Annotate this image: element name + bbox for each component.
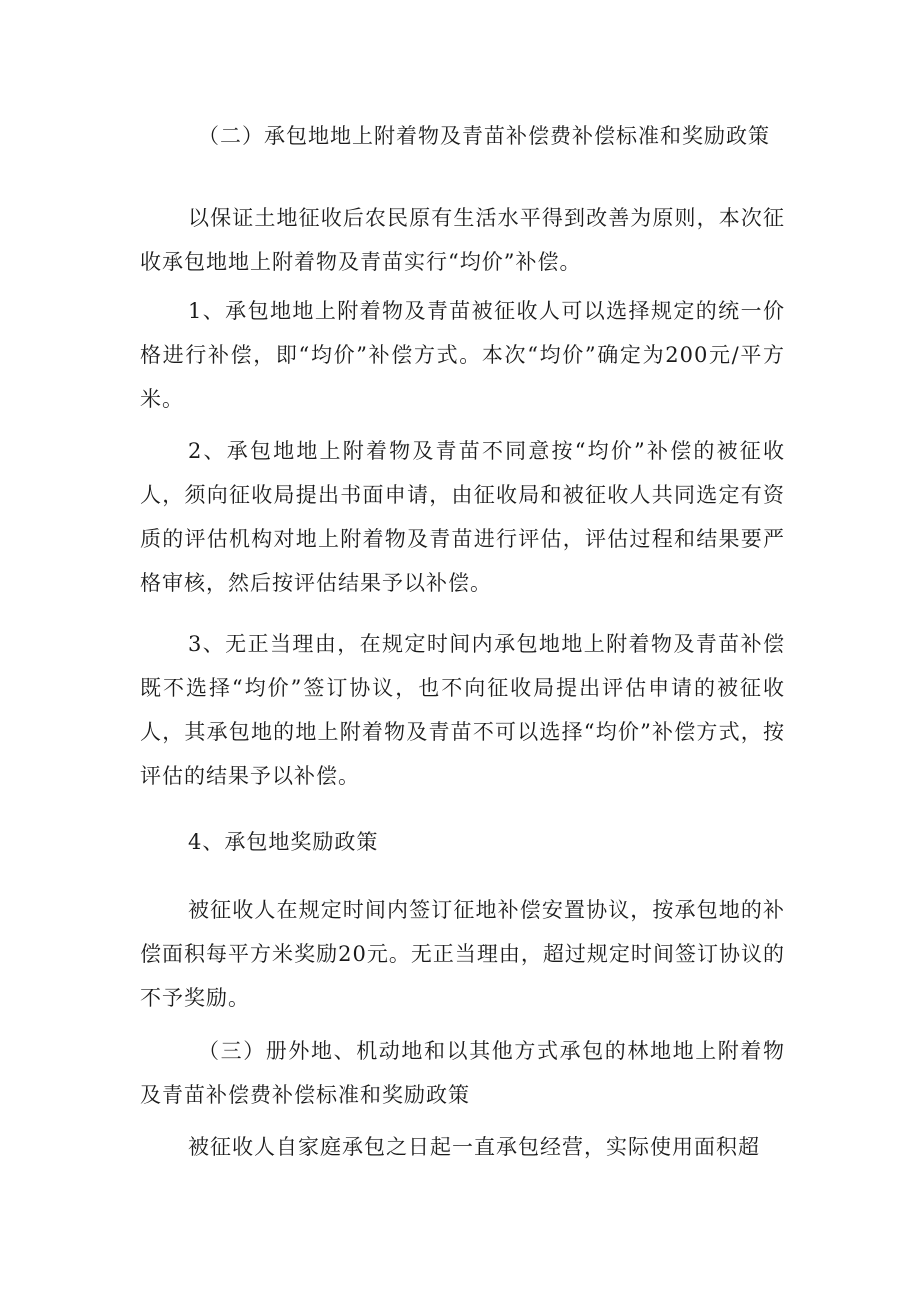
paragraph-item-4-title: 4、承包地奖励政策 [188, 830, 379, 854]
paragraph-item-3: 3、无正当理由，在规定时间内承包地地上附着物及青苗补偿既不选择“均价”签订协议，也不向征收局提出评估申请的被征收人，其承包地的地上附着物及青苗不可以选择“均价”补偿方式，按评估的结果予以补偿。 [140, 632, 785, 788]
paragraph-item-1: 1、承包地地上附着物及青苗被征收人可以选择规定的统一价格进行补偿，即“均价”补偿方式。本次“均价”确定为200元/平方米。 [140, 299, 785, 411]
section-heading-3: （三）册外地、机动地和以其他方式承包的林地地上附着物及青苗补偿费补偿标准和奖励政策 [140, 1039, 785, 1107]
paragraph-principle: 以保证土地征收后农民原有生活水平得到改善为原则，本次征收承包地地上附着物及青苗实行“均价”补偿。 [140, 206, 785, 274]
paragraph-item-2: 2、承包地地上附着物及青苗不同意按“均价”补偿的被征收人，须向征收局提出书面申请，由征收局和被征收人共同选定有资质的评估机构对地上附着物及青苗进行评估，评估过程和结果要严格审核，然后按评估结果予以补偿。 [140, 439, 785, 595]
paragraph-section-3-start: 被征收人自家庭承包之日起一直承包经营，实际使用面积超 [188, 1135, 760, 1159]
paragraph-reward-policy: 被征收人在规定时间内签订征地补偿安置协议，按承包地的补偿面积每平方米奖励20元。无正当理由，超过规定时间签订协议的不予奖励。 [140, 898, 785, 1010]
section-heading-2: （二）承包地地上附着物及青苗补偿费补偿标准和奖励政策 [198, 124, 770, 148]
